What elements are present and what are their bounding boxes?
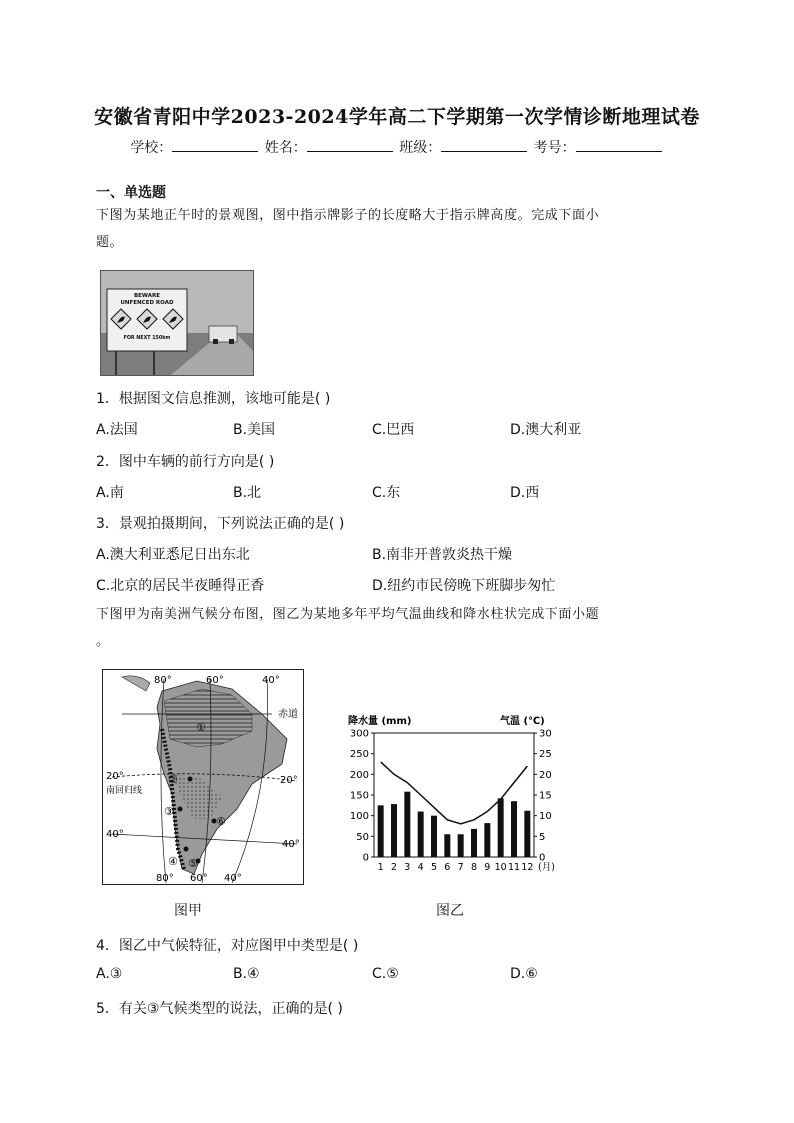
- map-lon60-bottom: 60°: [190, 873, 208, 884]
- landscape-photo: [100, 270, 254, 376]
- school-label: 学校：: [130, 140, 173, 156]
- q1-option-d[interactable]: D.澳大利亚: [510, 422, 582, 438]
- chart-right-tick-label: 0: [539, 852, 546, 864]
- chart-month-label: 12: [521, 862, 534, 873]
- temperature-line: [381, 762, 528, 824]
- climate-chart: [340, 707, 570, 879]
- q4-option-a[interactable]: A.③: [96, 966, 123, 982]
- chart-left-tick-label: 200: [349, 769, 369, 781]
- q3-option-a[interactable]: A.澳大利亚悉尼日出东北: [96, 547, 250, 563]
- class-label: 班级：: [399, 140, 442, 156]
- precipitation-bar: [444, 834, 450, 857]
- sign-text-2: UNFENCED ROAD: [120, 300, 174, 306]
- intro-2-line-1: 下图甲为南美洲气候分布图，图乙为某地多年平均气温曲线和降水柱状完成下面小题: [96, 607, 600, 622]
- precipitation-bar: [458, 834, 464, 857]
- sign-text-1: BEWARE: [133, 293, 161, 299]
- chart-left-tick-label: 150: [349, 790, 369, 802]
- kangaroo-sign-icons: [111, 309, 183, 329]
- map-lat20-right: 20°: [280, 775, 298, 786]
- precipitation-bar: [391, 804, 397, 857]
- chart-right-tick-label: 20: [539, 769, 552, 781]
- chart-right-tick-label: 5: [539, 831, 546, 843]
- chart-plot-frame: [374, 733, 534, 857]
- q3-option-d[interactable]: D.纽约市民傍晚下班脚步匆忙: [372, 578, 556, 594]
- q4-option-d[interactable]: D.⑥: [510, 966, 538, 982]
- chart-left-tick-label: 0: [362, 852, 369, 864]
- intro-text-1: [96, 202, 706, 256]
- map-equator-label: 赤道: [278, 709, 298, 720]
- map-lon40-top: 40°: [262, 675, 280, 686]
- name-label: 姓名：: [264, 140, 307, 156]
- map-lon80-bottom: 80°: [156, 873, 174, 884]
- q4-option-b[interactable]: B.④: [233, 966, 260, 982]
- exam-number-blank[interactable]: [576, 139, 662, 152]
- chart-month-label: 4: [417, 862, 424, 873]
- intro-text-2: [96, 601, 706, 655]
- q1-option-a[interactable]: A.法国: [96, 422, 138, 438]
- map-marker-6: ⑥: [216, 815, 226, 828]
- map-marker-2: ②: [168, 773, 178, 786]
- map-tropic-label: 南回归线: [106, 786, 143, 796]
- question-2-stem: 2．图中车辆的前行方向是( ): [96, 454, 275, 470]
- name-blank[interactable]: [307, 139, 393, 152]
- chart-left-axis-title: 降水量 (mm): [348, 716, 412, 727]
- map-lon40-bottom: 40°: [224, 873, 242, 884]
- precipitation-bar: [511, 801, 517, 857]
- question-3-stem: 3．景观拍摄期间，下列说法正确的是( ): [96, 516, 345, 532]
- chart-month-label: 7: [457, 862, 464, 873]
- chart-month-label: 5: [430, 862, 438, 873]
- chart-left-tick-label: 300: [349, 728, 369, 740]
- chart-x-unit: (月): [538, 862, 555, 873]
- map-marker-3: ③: [164, 805, 174, 818]
- precipitation-bar: [418, 812, 424, 857]
- q3-option-c[interactable]: C.北京的居民半夜睡得正香: [96, 578, 265, 594]
- precipitation-bar: [378, 805, 384, 857]
- precipitation-bar: [498, 798, 504, 857]
- precipitation-bar: [404, 792, 410, 857]
- precipitation-bar: [471, 829, 477, 857]
- precipitation-bar: [484, 823, 490, 857]
- q2-option-a[interactable]: A.南: [96, 485, 124, 501]
- intro-2-line-2: 。: [96, 634, 110, 649]
- chart-caption: 图乙: [436, 903, 464, 919]
- chart-right-tick-label: 25: [539, 749, 552, 761]
- chart-month-label: 9: [484, 862, 491, 873]
- map-caption: 图甲: [174, 903, 202, 919]
- chart-month-label: 2: [390, 862, 398, 873]
- q2-option-d[interactable]: D.西: [510, 485, 540, 501]
- chart-right-tick-label: 10: [539, 811, 552, 823]
- map-marker-5: ⑤: [188, 857, 198, 870]
- chart-month-label: 11: [507, 862, 521, 873]
- q4-option-c[interactable]: C.⑤: [372, 966, 399, 982]
- chart-right-tick-label: 30: [539, 728, 552, 740]
- chart-left-tick-label: 250: [349, 749, 369, 761]
- question-1-stem: 1．根据图文信息推测，该地可能是( ): [96, 391, 331, 407]
- question-4-stem: 4．图乙中气候特征，对应图甲中类型是( ): [96, 938, 359, 954]
- chart-month-label: 8: [470, 862, 478, 873]
- chart-month-label: 3: [404, 862, 411, 873]
- exam-number-label: 考号：: [533, 140, 576, 156]
- q2-option-c[interactable]: C.东: [372, 485, 401, 501]
- chart-month-label: 1: [377, 862, 384, 873]
- student-info-row: [0, 137, 794, 157]
- map-marker-4: ④: [168, 855, 178, 868]
- q2-option-b[interactable]: B.北: [233, 485, 262, 501]
- precipitation-bar: [524, 811, 530, 857]
- chart-month-label: 10: [494, 862, 507, 873]
- map-lon80-top: 80°: [154, 675, 172, 686]
- map-lat40-left: 40°: [106, 829, 124, 840]
- chart-month-label: 6: [444, 862, 451, 873]
- chart-left-tick-label: 100: [349, 811, 369, 823]
- map-marker-1: ①: [196, 721, 206, 734]
- q1-option-b[interactable]: B.美国: [233, 422, 276, 438]
- chart-left-tick-label: 50: [356, 831, 369, 843]
- chart-right-axis-title: 气温 (℃): [500, 716, 545, 727]
- chart-right-tick-label: 15: [539, 790, 552, 802]
- intro-1-line-2: 题。: [96, 235, 124, 250]
- page-title: 安徽省青阳中学2023-2024学年高二下学期第一次学情诊断地理试卷: [94, 106, 700, 128]
- q3-option-b[interactable]: B.南非开普敦炎热干燥: [372, 547, 513, 563]
- school-blank[interactable]: [172, 139, 258, 152]
- section-heading: 一、单选题: [96, 185, 166, 201]
- class-blank[interactable]: [441, 139, 527, 152]
- q1-option-c[interactable]: C.巴西: [372, 422, 415, 438]
- sign-text-3: FOR NEXT 150km: [123, 336, 171, 341]
- intro-1-line-1: 下图为某地正午时的景观图，图中指示牌影子的长度略大于指示牌高度。完成下面小: [96, 208, 600, 223]
- map-lon60-top: 60°: [206, 675, 224, 686]
- south-america-climate-map: [102, 669, 304, 885]
- question-5-stem: 5．有关③气候类型的说法，正确的是( ): [96, 1001, 343, 1017]
- map-lat20-left: 20°: [106, 771, 124, 782]
- map-lat40-right: 40°: [282, 839, 300, 850]
- precipitation-bar: [431, 816, 437, 857]
